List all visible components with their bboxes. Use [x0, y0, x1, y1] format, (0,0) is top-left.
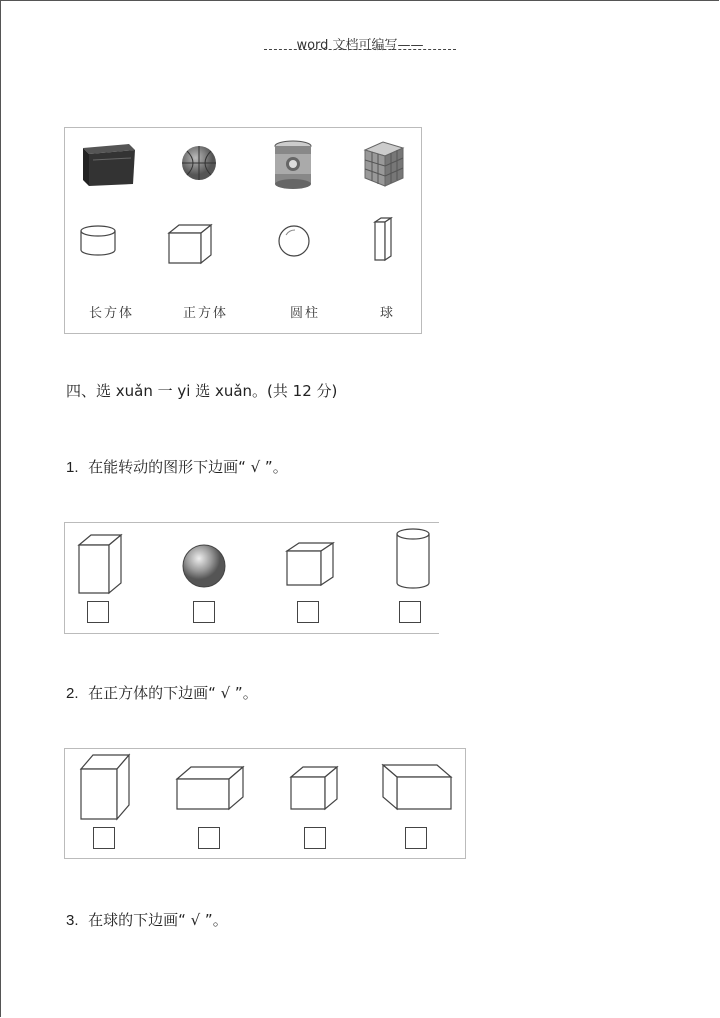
question-1 [66, 456, 288, 477]
q2-checkbox-2[interactable] [198, 827, 220, 849]
question-2-panel [64, 748, 466, 859]
label-sphere: 球 [380, 306, 396, 321]
label-cylinder: 圆柱 [290, 306, 321, 321]
can-photo-icon [273, 140, 313, 190]
cylinder-shape-icon [79, 224, 117, 258]
q1-checkbox-cube[interactable] [297, 601, 319, 623]
question-3-text: 在球的下边画“ √ ”。 [88, 911, 228, 929]
basketball-photo-icon [180, 144, 218, 182]
shaded-sphere-icon [181, 543, 227, 589]
cuboid-shape-icon [371, 216, 395, 264]
q1-checkbox-cylinder[interactable] [399, 601, 421, 623]
cuboid-shape-icon [79, 753, 131, 821]
label-cuboid: 长方体 [89, 306, 135, 321]
q2-checkbox-3[interactable] [304, 827, 326, 849]
section-title: 四、选 xuǎn 一 yi 选 xuǎn。(共 12 分) [66, 382, 338, 400]
header-rule [264, 49, 456, 50]
rubiks-cube-photo-icon [361, 140, 407, 188]
question-1-number: 1. [66, 459, 79, 476]
cube-shape-icon [289, 765, 339, 811]
cuboid-shape-icon [381, 763, 453, 811]
q1-checkbox-cuboid[interactable] [87, 601, 109, 623]
cube-shape-icon [285, 541, 335, 587]
question-2 [66, 682, 258, 703]
question-3-number: 3. [66, 912, 79, 929]
label-cube: 正方体 [183, 306, 229, 321]
question-1-text: 在能转动的图形下边画“ √ ”。 [88, 458, 288, 476]
cube-shape-icon [167, 223, 213, 265]
cylinder-shape-icon [395, 527, 431, 591]
q2-checkbox-1[interactable] [93, 827, 115, 849]
cuboid-shape-icon [175, 765, 245, 811]
question-1-panel [64, 522, 439, 634]
cuboid-shape-icon [77, 533, 123, 595]
shape-matching-panel [64, 127, 422, 334]
page-header: word 文档可编写—— [296, 38, 424, 53]
question-3 [66, 909, 228, 930]
question-2-text: 在正方体的下边画“ √ ”。 [88, 684, 258, 702]
q1-checkbox-sphere[interactable] [193, 601, 215, 623]
sphere-shape-icon [277, 224, 311, 258]
q2-checkbox-4[interactable] [405, 827, 427, 849]
question-2-number: 2. [66, 685, 79, 702]
box-photo-icon [79, 140, 137, 190]
